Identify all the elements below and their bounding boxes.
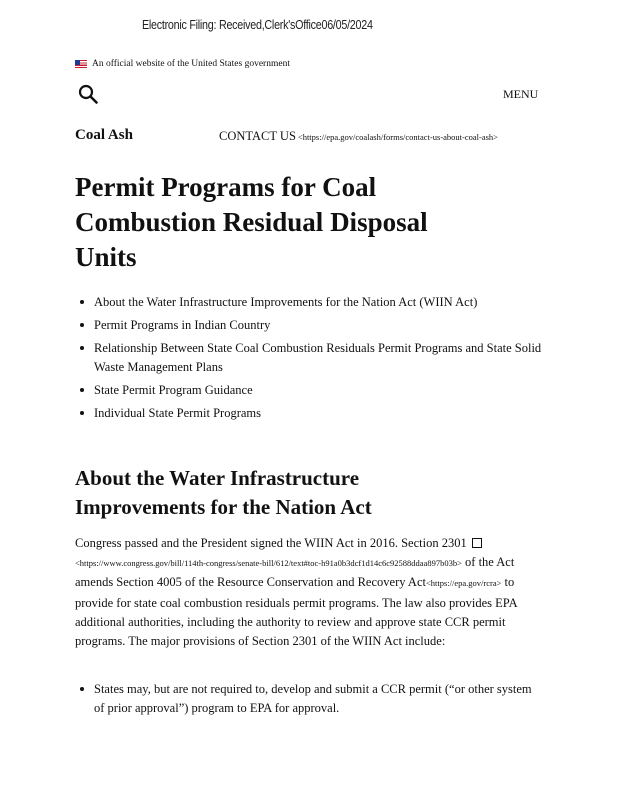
us-flag-icon — [75, 60, 87, 68]
toc-item-state-programs[interactable]: Individual State Permit Programs — [75, 404, 545, 423]
gov-banner — [75, 59, 290, 69]
toc-item-guidance[interactable]: State Permit Program Guidance — [75, 381, 545, 400]
menu-button[interactable]: MENU — [503, 87, 539, 101]
section-2301-link[interactable]: Section 2301 — [401, 536, 467, 550]
paragraph-text: Congress passed and the President signed the WIIN Act in 2016. — [75, 536, 398, 550]
paragraph-text: to provide for state coal combustion residuals permit programs. The law also provides EPA additional authorities, including the authority to review and approve state CCR permit programs. The major provisions of Section 2301 of the WIIN Act include: — [75, 575, 517, 649]
paragraph-text: of the Act amends Section 4005 of the — [75, 555, 515, 590]
electronic-filing-header: Electronic Filing: Received,Clerk'sOffice06/05/2024 — [142, 18, 373, 32]
provisions-list — [75, 680, 545, 718]
external-link-icon — [472, 538, 482, 548]
contact-us-link[interactable] — [219, 129, 498, 144]
toc-item-indian-country[interactable]: Permit Programs in Indian Country — [75, 316, 545, 335]
toc-item-wiin-act[interactable]: About the Water Infrastructure Improvements for the Nation Act (WIIN Act) — [75, 293, 545, 312]
section-2301-url: <https://www.congress.gov/bill/114th-congress/senate-bill/612/text#toc-h91a0b3dcf1d14c6c92588ddaa897b03b> — [75, 558, 462, 569]
toc-item-relationship[interactable]: Relationship Between State Coal Combustion Residuals Permit Programs and State Solid Waste Management Plans — [75, 339, 545, 376]
contact-us-url: <https://epa.gov/coalash/forms/contact-us-about-coal-ash> — [297, 132, 498, 142]
section-heading: About the Water Infrastructure Improvements for the Nation Act — [75, 466, 372, 519]
rcra-url: <https://epa.gov/rcra> — [425, 578, 502, 589]
page-title: Permit Programs for Coal Combustion Residual Disposal Units — [75, 172, 428, 272]
site-title-link[interactable]: Coal Ash — [75, 127, 133, 143]
contact-us-label: CONTACT US — [219, 129, 296, 143]
provision-item: States may, but are not required to, develop and submit a CCR permit (“or other system of prior approval”) program to EPA for approval. — [75, 680, 545, 718]
rcra-link[interactable]: Resource Conservation and Recovery Act — [217, 575, 426, 590]
gov-banner-text: An official website of the United States government — [92, 59, 290, 69]
search-icon[interactable] — [78, 84, 98, 104]
table-of-contents — [75, 293, 545, 427]
section-paragraph — [75, 534, 545, 651]
